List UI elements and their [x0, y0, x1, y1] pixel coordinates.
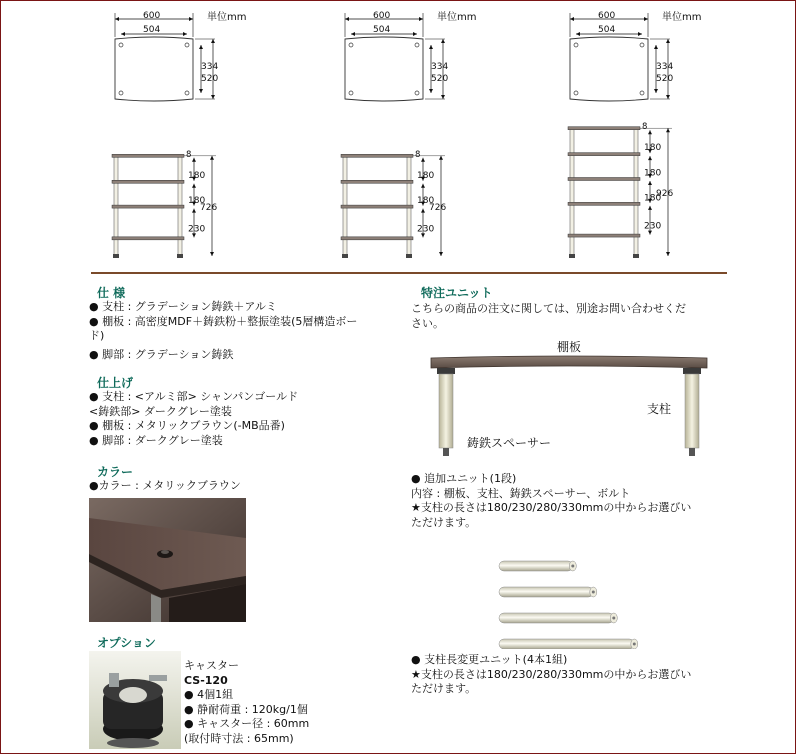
finish-list	[89, 390, 298, 448]
plan-width-outer: 600	[598, 11, 616, 21]
spec-heading: 仕 様	[97, 286, 126, 300]
plan-width-inner: 504	[373, 25, 391, 35]
plan-depth-inner: 334	[431, 62, 449, 72]
shelf-board	[112, 180, 184, 183]
caster-photo	[89, 651, 181, 749]
shelf-board	[341, 180, 413, 183]
length-change-title: ● 支柱長変更ユニット(4本1組)	[411, 653, 568, 666]
add-unit-diagram	[427, 336, 717, 466]
dim-spacing: 180	[644, 168, 662, 179]
plan-depth-outer: 520	[201, 74, 219, 84]
spec-list	[89, 300, 357, 362]
shelf-plan-outline	[345, 37, 423, 101]
dim-total-height: 726	[200, 202, 218, 213]
shelf-board	[568, 177, 640, 180]
dim-top-thickness: 8	[642, 122, 648, 133]
pillar-rods-illustration	[495, 553, 645, 649]
plan-unit: 単位mm	[207, 12, 247, 23]
length-change-note: ★支柱の長さは180/230/280/330mmの中からお選びい	[411, 667, 692, 681]
shelf-board	[568, 153, 640, 156]
elevation-drawing-3	[568, 122, 673, 258]
finish-item-castiron: <鋳鉄部> ダークグレー塗装	[89, 404, 232, 418]
finish-item-feet: ● 脚部 : ダークグレー塗装	[89, 433, 223, 447]
color-item: ●カラー : メタリックブラウン	[89, 479, 241, 492]
color-sample-photo	[89, 498, 246, 622]
shelf-board	[112, 154, 184, 157]
shelf-board	[568, 234, 640, 237]
option-item-mount: (取付時寸法 : 65mm)	[184, 731, 294, 745]
dim-spacing: 180	[188, 170, 206, 181]
pillar-hole	[349, 91, 353, 95]
foot	[342, 254, 348, 258]
pillar-rod	[499, 561, 573, 571]
dim-spacing: 180	[644, 143, 662, 154]
custom-heading: 特注ユニット	[421, 286, 493, 300]
plan-drawing-1	[115, 10, 246, 101]
elevation-drawing-1	[112, 150, 217, 258]
pillar-rod	[499, 587, 593, 597]
length-change-info	[411, 653, 691, 697]
add-unit-info	[411, 472, 691, 530]
finish-heading: 仕上げ	[97, 376, 134, 390]
elevation-drawing-2	[341, 150, 446, 258]
add-unit-length-note: ★支柱の長さは180/230/280/330mmの中からお選びい	[411, 501, 692, 514]
pillar-rod-hole	[571, 565, 574, 568]
pillar-hole	[119, 91, 123, 95]
plan-width-outer: 600	[143, 11, 161, 21]
foot	[177, 254, 183, 258]
plan-width-outer: 600	[373, 11, 391, 21]
pillar-hole	[185, 43, 189, 47]
pillar-hole	[574, 91, 578, 95]
foot	[406, 254, 412, 258]
finish-item-pillar: ● 支柱 : <アルミ部> シャンパンゴールド	[89, 390, 299, 403]
shelf-board	[341, 205, 413, 208]
dim-top-thickness: 8	[186, 149, 192, 160]
pillar-hole	[415, 43, 419, 47]
dim-spacing: 180	[417, 170, 435, 181]
plan-unit: 単位mm	[662, 12, 702, 23]
option-item-set: ● 4個1組	[184, 688, 234, 701]
plan-drawing-3	[570, 10, 701, 101]
dimension-drawings	[1, 1, 795, 271]
pillar-hole	[640, 91, 644, 95]
pillar-hole	[640, 43, 644, 47]
shelf-board	[112, 237, 184, 240]
custom-intro	[411, 302, 686, 331]
plan-depth-outer: 520	[431, 74, 449, 84]
foot	[633, 254, 639, 258]
spec-item-shelf: ● 棚板 : 高密度MDF＋鋳鉄粉＋整振塗装(5層構造ボー	[89, 314, 358, 328]
length-change-note-cont: ただけます。	[411, 682, 477, 695]
spec-item-feet: ● 脚部 : グラデーション鋳鉄	[89, 347, 234, 361]
pillar-hole	[119, 43, 123, 47]
plan-depth-outer: 520	[656, 74, 674, 84]
dim-spacing: 230	[644, 221, 662, 232]
shelf-plan-outline	[570, 37, 648, 101]
shelf-board	[568, 127, 640, 130]
option-name: キャスター	[184, 659, 239, 672]
custom-intro-line-1: こちらの商品の注文に関しては、別途お問い合わせくだ	[411, 302, 686, 315]
plan-drawing-2	[345, 10, 476, 101]
dim-spacing: 180	[644, 193, 662, 204]
pillar-rod-hole	[592, 591, 595, 594]
pillar-hole	[415, 91, 419, 95]
pillar-rod-hole	[612, 617, 615, 620]
add-unit-title: ● 追加ユニット(1段)	[411, 472, 517, 485]
finish-item-shelf: ● 棚板 : メタリックブラウン(-MB品番)	[89, 419, 285, 432]
dim-total-height: 926	[656, 189, 674, 200]
add-unit-contents: 内容 : 棚板、支柱、鋳鉄スペーサー、ボルト	[411, 486, 631, 500]
plan-width-inner: 504	[143, 25, 161, 35]
shelf-board	[341, 237, 413, 240]
spacer-label: 鋳鉄スペーサー	[467, 436, 552, 450]
color-heading: カラー	[97, 465, 134, 479]
spec-item-pillar: ● 支柱 : グラデーション鋳鉄＋アルミ	[89, 300, 277, 313]
pillar-rod	[499, 613, 614, 623]
plan-depth-inner: 334	[656, 62, 674, 72]
dim-spacing: 180	[417, 196, 435, 207]
custom-intro-line-2: さい。	[411, 316, 444, 330]
pillar-hole	[349, 43, 353, 47]
shelf-label: 棚板	[557, 340, 582, 354]
section-divider	[91, 272, 727, 274]
pillar-rod-hole	[633, 643, 636, 646]
dim-spacing: 180	[188, 196, 206, 207]
pillar-hole	[185, 91, 189, 95]
pillar-hole	[574, 43, 578, 47]
dim-spacing: 230	[188, 224, 206, 235]
dim-total-height: 726	[429, 202, 447, 213]
shelf-plan-outline	[115, 37, 193, 101]
pillar-label: 支柱	[647, 402, 672, 416]
option-heading: オプション	[97, 636, 156, 650]
plan-unit: 単位mm	[437, 12, 477, 23]
plan-width-inner: 504	[598, 25, 616, 35]
option-model: CS-120	[184, 673, 228, 687]
shelf-board	[341, 154, 413, 157]
plan-depth-inner: 334	[201, 62, 219, 72]
shelf-board	[568, 202, 640, 205]
add-unit-length-note-cont: ただけます。	[411, 515, 477, 529]
spec-item-shelf-cont: ド)	[89, 329, 105, 342]
dim-spacing: 230	[417, 224, 435, 235]
option-item-diameter: ● キャスター径 : 60mm	[184, 717, 310, 730]
foot	[113, 254, 119, 258]
option-details	[184, 659, 309, 746]
pillar-rod	[499, 639, 634, 649]
option-item-load: ● 静耐荷重 : 120kg/1個	[184, 702, 308, 716]
shelf-board	[112, 205, 184, 208]
foot	[569, 254, 575, 258]
dim-top-thickness: 8	[415, 149, 421, 160]
